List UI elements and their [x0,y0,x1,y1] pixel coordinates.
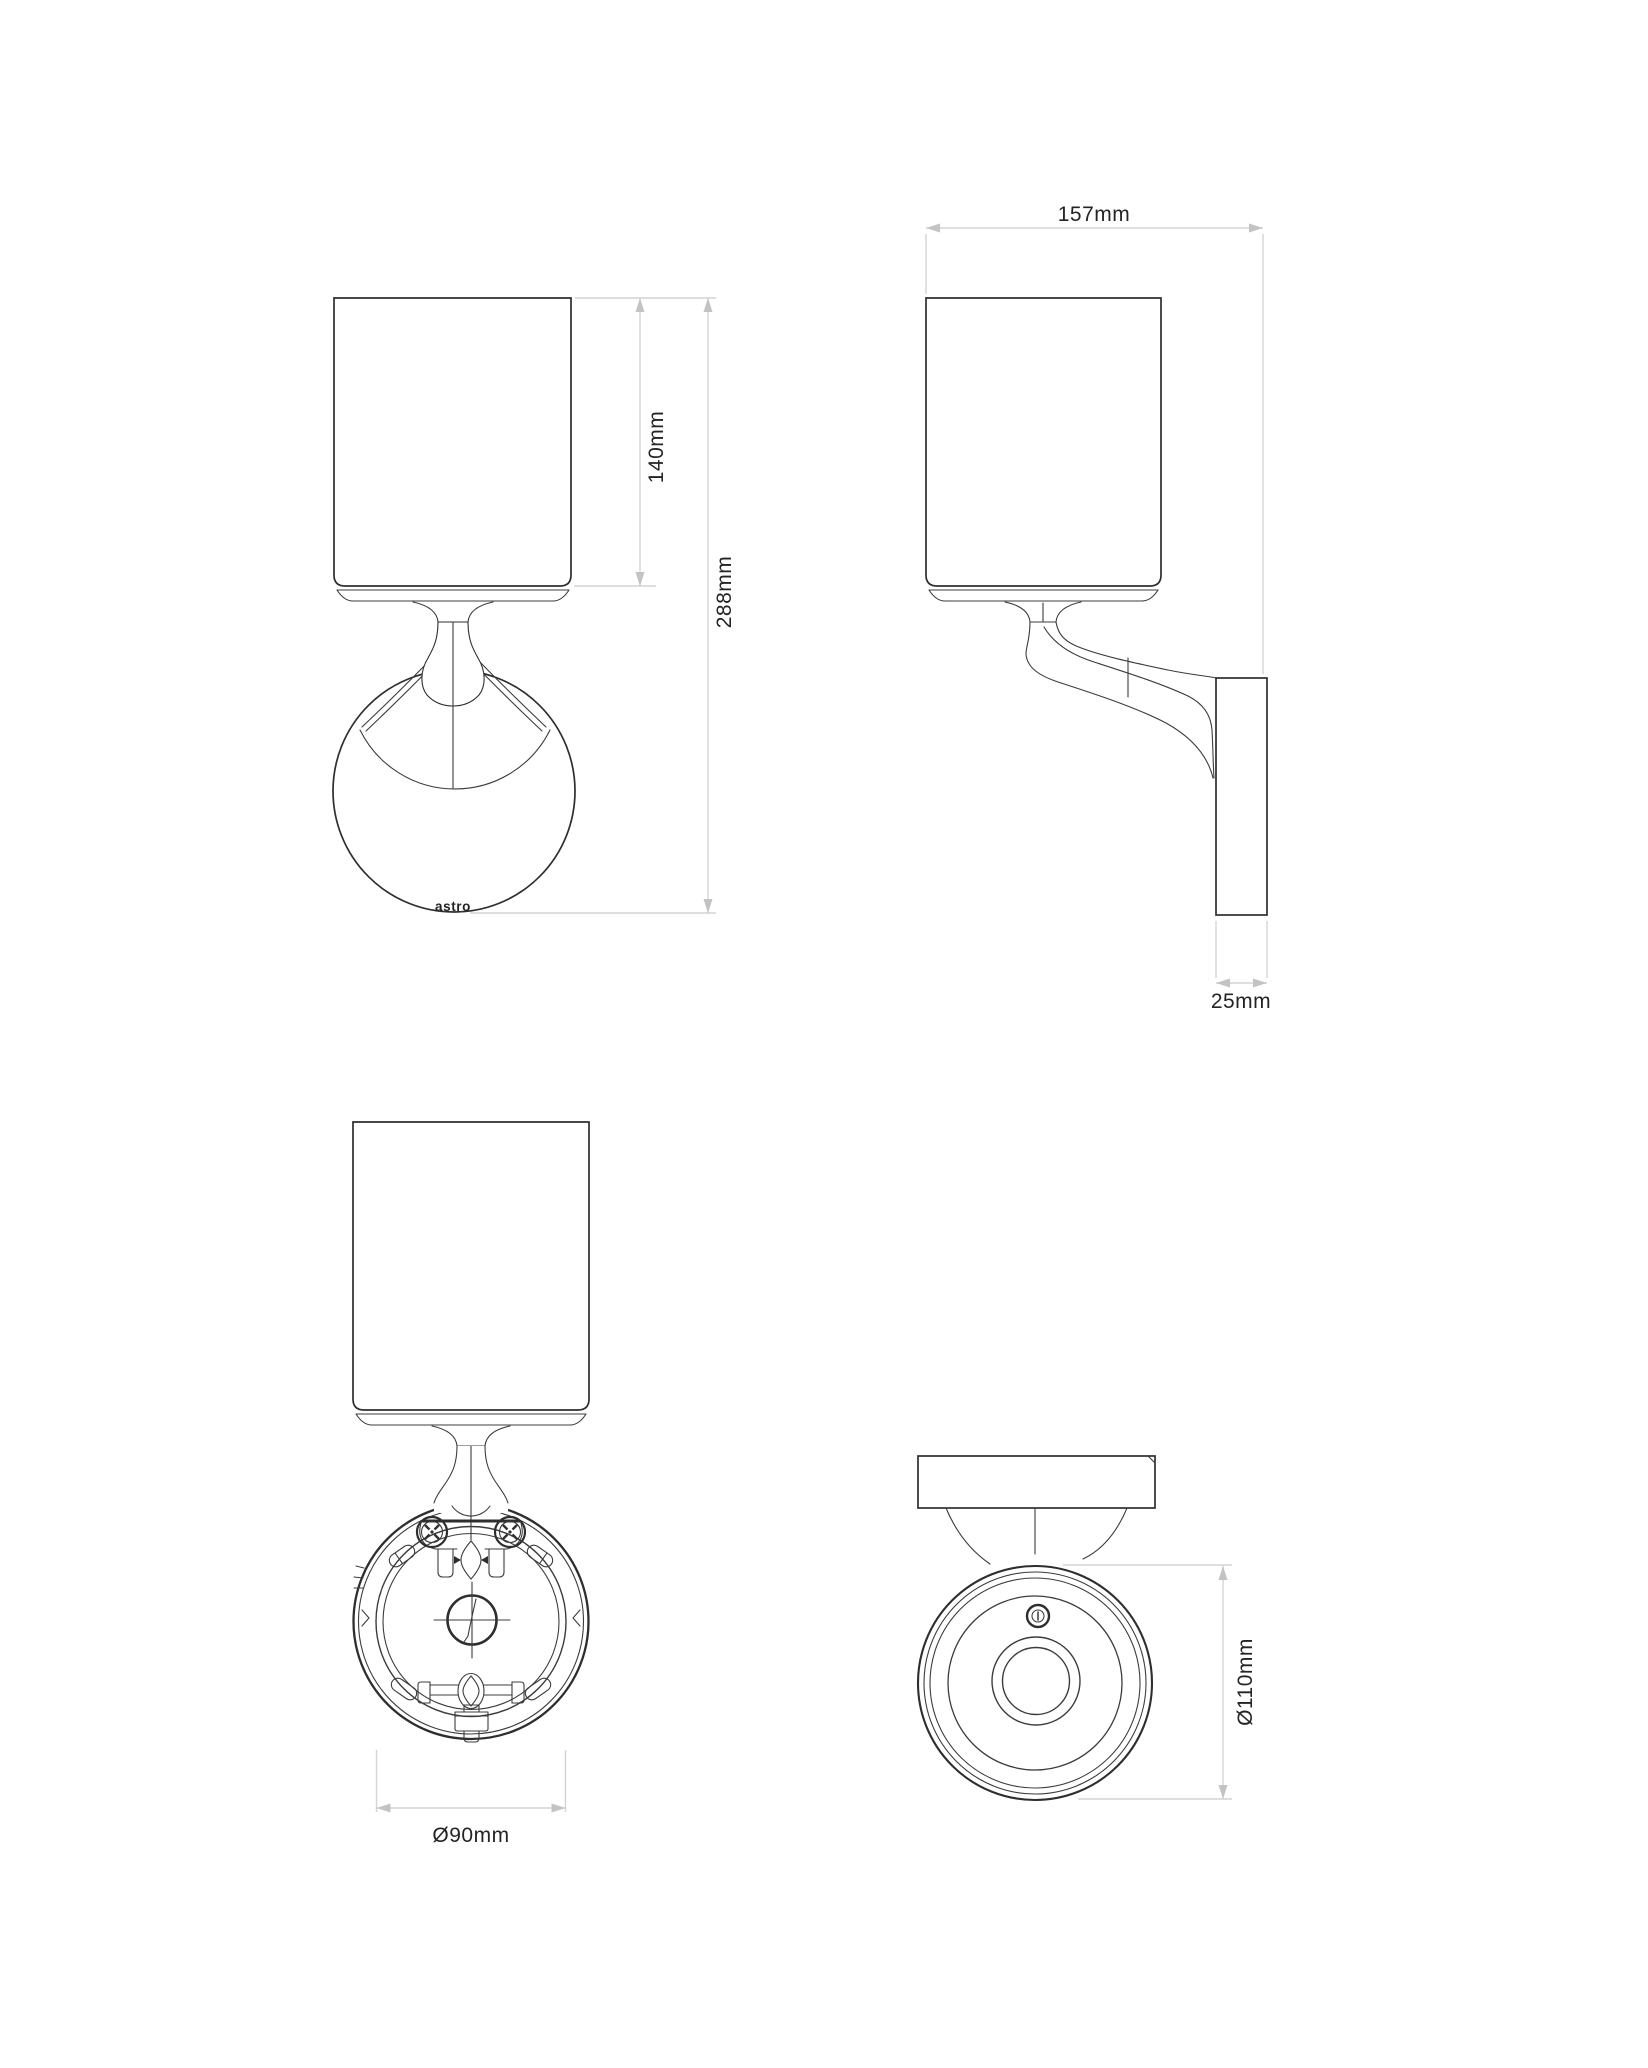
front-shade-outline [334,298,571,586]
cable-entry-hole [434,1582,510,1658]
end-screw [1027,1605,1049,1627]
arrowhead [704,899,713,913]
dim-label-end-diameter: Ø110mm [1234,1638,1257,1726]
arrowhead [1253,979,1267,988]
end-lampholder [992,1637,1080,1725]
arrowhead [926,224,940,233]
front-neck [413,602,493,622]
screw-left [417,1517,447,1547]
arrowhead [636,298,645,312]
notch-left [362,1610,369,1626]
keyhole-slot-top [454,1541,488,1579]
arrowhead [1219,1785,1228,1799]
front-dimension-lines [470,298,716,913]
mounting-bracket-bottom [418,1674,524,1709]
end-shade-corner [1148,1456,1155,1463]
dim-label-overall-height: 288mm [713,555,736,629]
side-elevation-view [926,203,1271,1013]
front-shade-rim [337,590,569,601]
backplate-shade-outline [353,1122,589,1410]
dim-label-backplate-diameter: Ø90mm [432,1824,510,1847]
end-shade-band [918,1456,1155,1508]
end-sphere-rings [918,1566,1152,1800]
side-arm [1026,622,1216,778]
dim-label-plate-depth: 25mm [1210,990,1272,1013]
backplate-neck [432,1426,510,1446]
dim-label-shade-height: 140mm [645,410,668,484]
side-shade-rim [929,590,1158,601]
arrowhead [1216,979,1230,988]
brand-logo-text: astro [434,899,472,914]
end-dimension-lines [1063,1565,1232,1799]
dim-ext-plate [1216,921,1267,978]
end-view [918,1456,1257,1800]
screw-right [495,1517,525,1547]
backplate-shade-rim [356,1414,586,1425]
notch-right [573,1610,580,1626]
arrowhead [1249,224,1263,233]
side-shade-outline [926,298,1161,586]
side-neck [1005,602,1081,622]
arrowhead [636,572,645,586]
end-trumpet [946,1508,1127,1564]
arrowhead [704,298,713,312]
side-wall-plate [1216,678,1267,915]
bottom-clip [455,1705,488,1742]
front-elevation-view [333,298,736,914]
backplate-dimension [377,1750,566,1813]
dim-label-projection: 157mm [1057,203,1131,226]
backplate-view [353,1122,589,1847]
arrowhead [1219,1566,1228,1580]
